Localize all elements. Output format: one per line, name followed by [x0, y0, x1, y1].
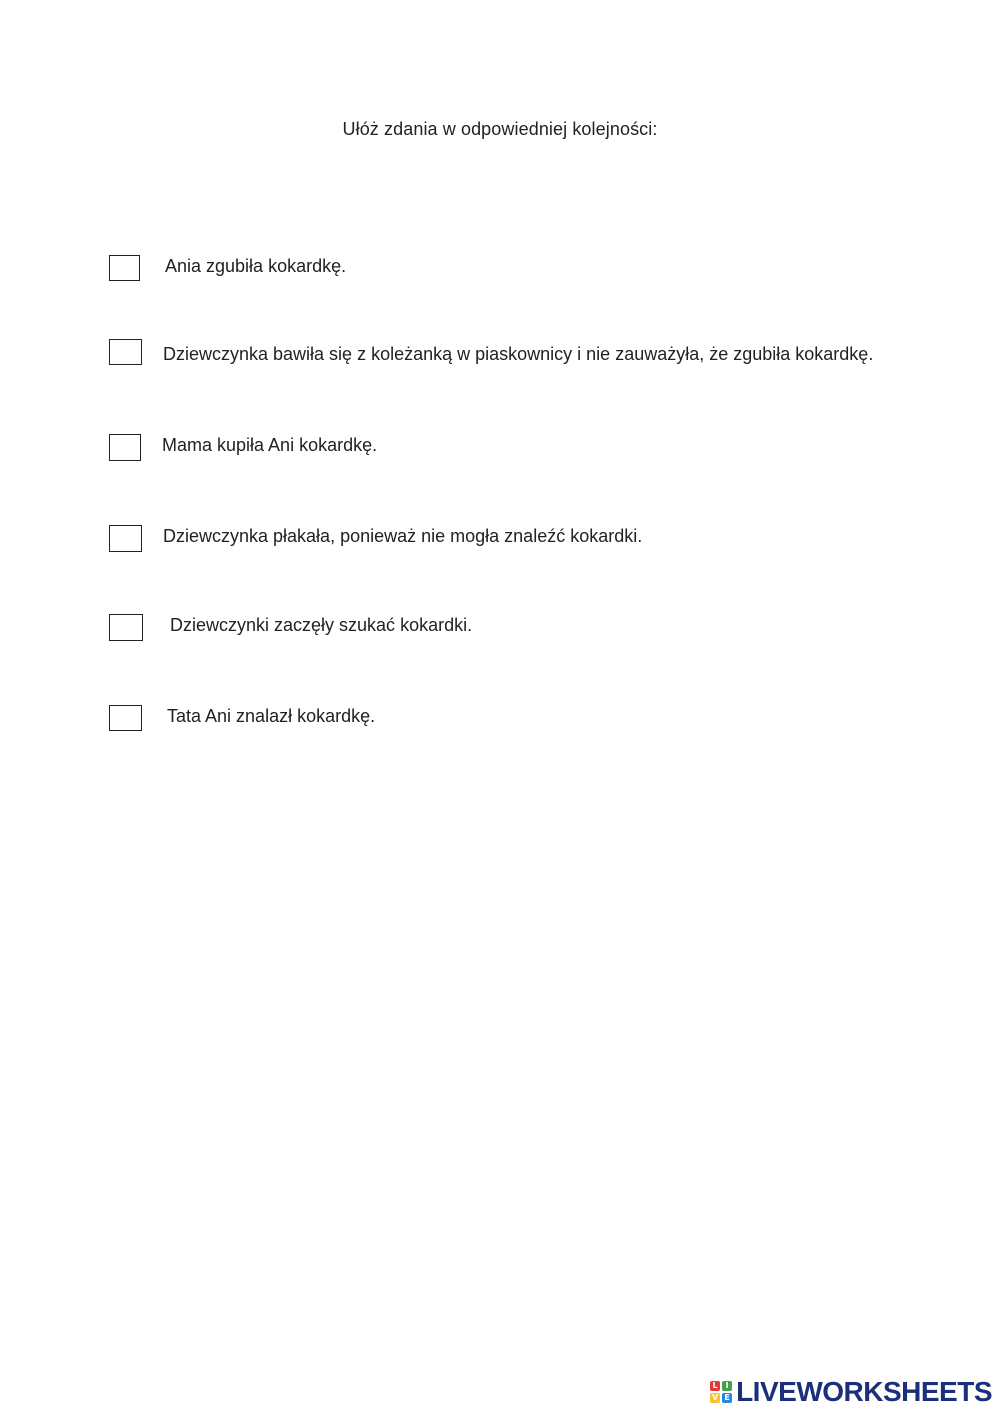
order-answer-box[interactable]: [109, 434, 141, 461]
instruction-text: Ułóż zdania w odpowiedniej kolejności:: [342, 119, 658, 139]
sentence-text: Tata Ani znalazł kokardkę.: [167, 706, 376, 726]
logo-mark-letter: E: [722, 1393, 732, 1403]
order-answer-box[interactable]: [109, 339, 142, 365]
logo-mark-letter: V: [711, 1393, 719, 1402]
sentence-text: Dziewczynka bawiła się z koleżanką w piaskownicy i nie zauważyła, że zgubiła kokardkę.: [163, 344, 874, 364]
logo-mark-letter: I: [722, 1381, 732, 1391]
logo-wordmark: LIVEWORKSHEETS: [736, 1376, 992, 1407]
liveworksheets-logo-icon: [710, 1381, 732, 1403]
order-answer-box[interactable]: [109, 255, 140, 281]
sentence-text: Dziewczynki zaczęły szukać kokardki.: [170, 615, 473, 635]
sentence-text: Mama kupiła Ani kokardkę.: [162, 435, 378, 455]
logo-mark-letter: L: [710, 1381, 720, 1391]
order-answer-box[interactable]: [109, 614, 143, 641]
liveworksheets-logo: [710, 1377, 992, 1407]
sentence-text: Dziewczynka płakała, ponieważ nie mogła znaleźć kokardki.: [163, 526, 643, 546]
sentence-text: Ania zgubiła kokardkę.: [165, 256, 347, 276]
order-answer-box[interactable]: [109, 525, 142, 552]
order-answer-box[interactable]: [109, 705, 142, 731]
